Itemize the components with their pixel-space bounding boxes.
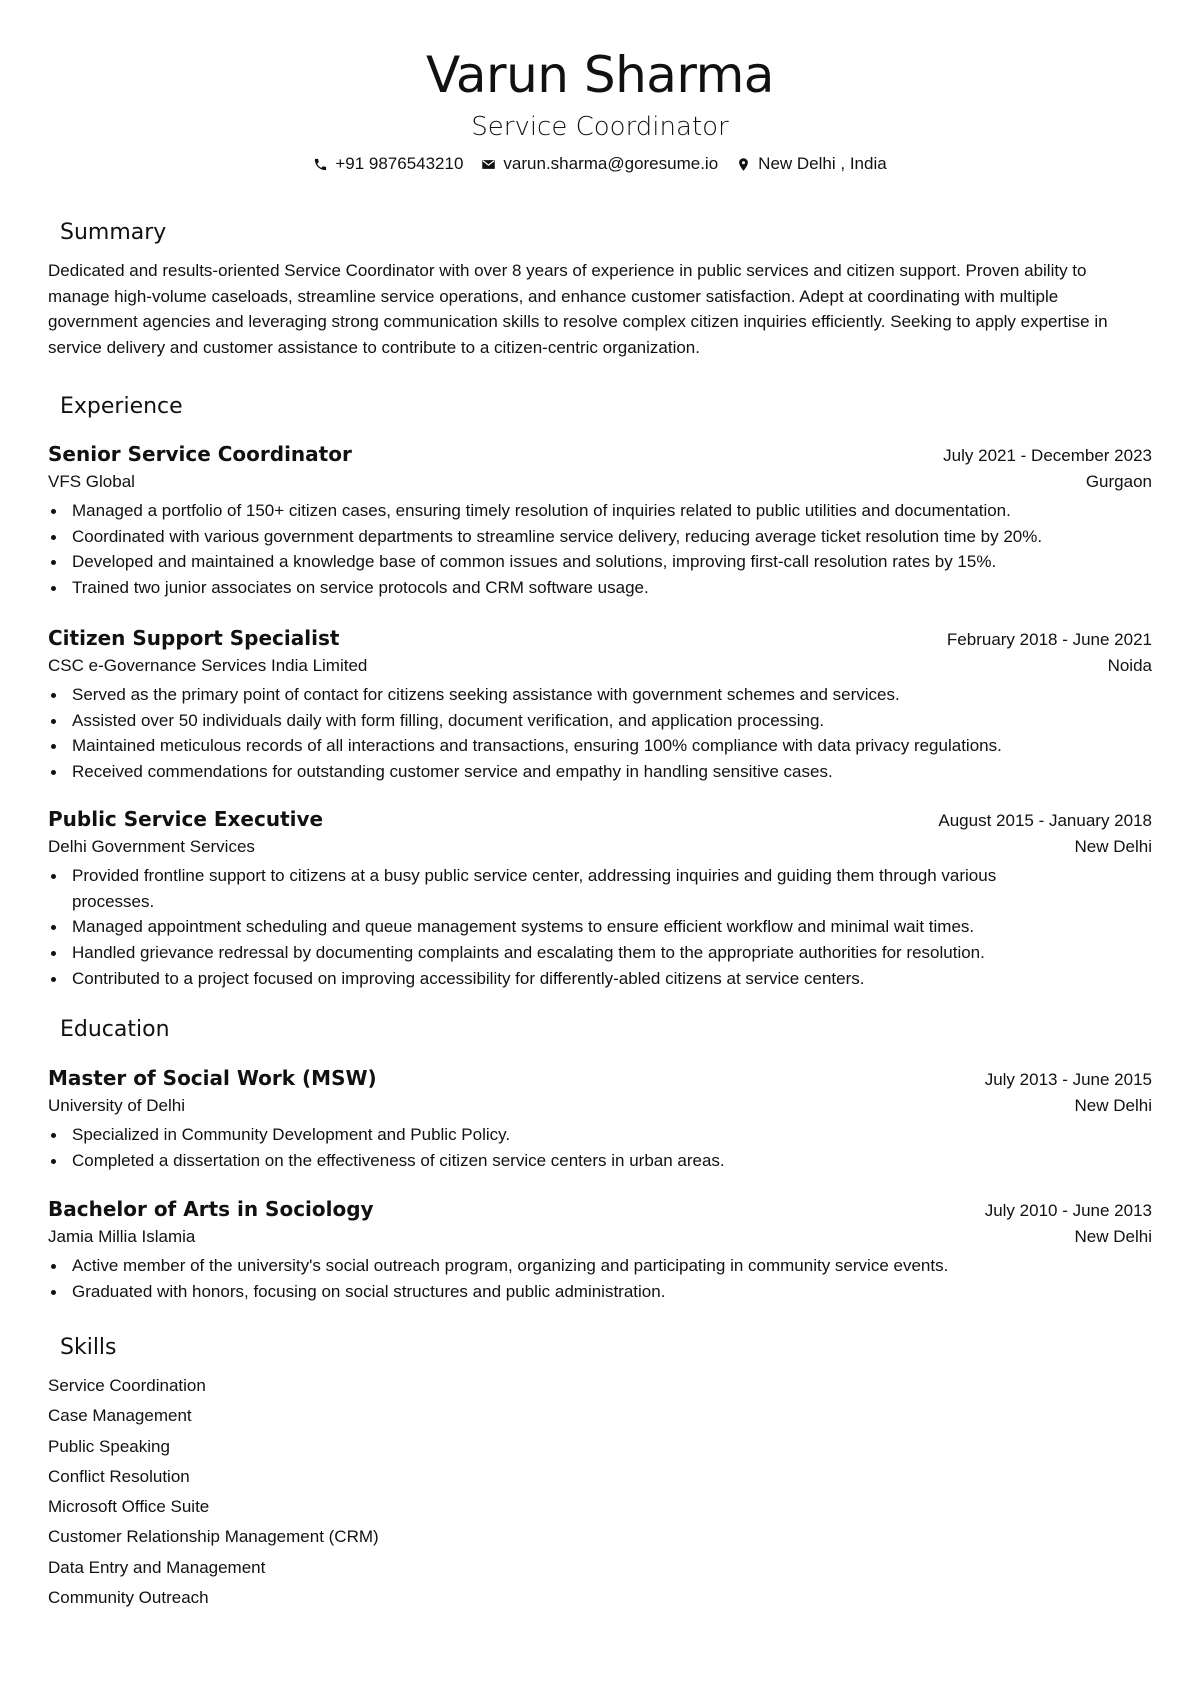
bullet-item: Graduated with honors, focusing on social structures and public administration. [48,1279,1152,1305]
skill-item: Community Outreach [48,1588,209,1608]
summary-section [48,218,1152,360]
bullet-item: Managed a portfolio of 150+ citizen cases, ensuring timely resolution of inquiries related to public utilities and documentation. [48,498,1152,524]
bullet-item: Active member of the university's social outreach program, organizing and participating in community service events. [48,1253,1152,1279]
bullet-item: Contributed to a project focused on improving accessibility for differently-abled citizens at service centers. [48,966,1152,992]
bullet-item: Handled grievance redressal by documenting complaints and escalating them to the appropriate authorities for resolution. [48,940,1152,966]
bullet-item: Received commendations for outstanding customer service and empathy in handling sensitive cases. [48,759,1152,785]
job-title: Citizen Support Specialist [48,626,340,650]
job-location: New Delhi [1074,837,1152,856]
section-title-experience: Experience [60,394,183,419]
skill-item: Service Coordination [48,1376,206,1395]
bullet-item: Provided frontline support to citizens at a busy public service center, addressing inquiries and guiding them through various processes. [48,863,1152,914]
experience-entry [48,806,1152,992]
job-location: Noida [1107,656,1152,675]
education-section [48,1015,1152,1045]
bullet-item: Specialized in Community Development and Public Policy. [48,1122,1152,1148]
bullet-item: Completed a dissertation on the effectiveness of citizen service centers in urban areas. [48,1148,1152,1174]
section-title-skills: Skills [60,1335,117,1360]
skill-item: Microsoft Office Suite [48,1497,210,1517]
job-title: Senior Service Coordinator [48,442,352,466]
job-dates: July 2021 - December 2023 [943,446,1152,465]
skill-item: Conflict Resolution [48,1466,190,1486]
bullet-item: Coordinated with various government departments to streamline service delivery, reducing average ticket resolution time by 20%. [48,524,1152,550]
school-location: New Delhi [1074,1227,1152,1246]
skills-list [48,1371,1152,1613]
skills-section [48,1333,1152,1613]
summary-text: Dedicated and results-oriented Service Coordinator with over 8 years of experience in public services and citizen support. Proven ability to manage high-volume caseloads, streamline service operations, and enhance customer satisfaction. Adept at coordinating with multiple government agencies and leveraging strong communication skills to resolve complex citizen inquiries efficiently. Seeking to apply expertise in service delivery and customer assistance to contribute to a citizen-centric organization. [48,261,1108,357]
location-text: New Delhi , India [758,154,887,173]
job-location: Gurgaon [1085,472,1152,491]
contact-row [0,152,1200,176]
phone-icon [313,157,328,172]
experience-entry [48,441,1152,601]
candidate-title: Service Coordinator [471,112,729,142]
job-dates: February 2018 - June 2021 [946,630,1152,649]
education-entry [48,1065,1152,1173]
bullet-item: Served as the primary point of contact for citizens seeking assistance with government schemes and services. [48,682,1152,708]
degree-bullets [48,1122,1152,1173]
candidate-name: Varun Sharma [426,46,774,104]
job-dates: August 2015 - January 2018 [938,811,1152,830]
degree-bullets [48,1253,1152,1304]
skill-item: Case Management [48,1406,192,1426]
bullet-item: Managed appointment scheduling and queue management systems to ensure efficient workflow and minimal wait times. [48,914,1152,940]
degree-title: Master of Social Work (MSW) [48,1066,377,1090]
job-title: Public Service Executive [48,807,324,831]
experience-entry [48,625,1152,785]
skill-item: Public Speaking [48,1436,170,1456]
section-title-summary: Summary [60,220,167,245]
degree-title: Bachelor of Arts in Sociology [48,1197,374,1221]
degree-dates: July 2010 - June 2013 [984,1201,1152,1220]
contact-location [736,152,887,176]
job-bullets [48,682,1152,785]
email-text[interactable]: varun.sharma@goresume.io [503,154,719,173]
company-name: CSC e-Governance Services India Limited [48,656,368,675]
experience-section [48,392,1152,422]
bullet-item: Trained two junior associates on service protocols and CRM software usage. [48,575,1152,601]
job-bullets [48,498,1152,601]
bullet-item: Assisted over 50 individuals daily with form filling, document verification, and application processing. [48,708,1152,734]
school-name: Jamia Millia Islamia [48,1227,196,1246]
map-pin-icon [736,157,751,172]
contact-phone [313,152,463,176]
job-bullets [48,863,1152,992]
envelope-icon [481,157,496,172]
section-title-education: Education [60,1017,170,1042]
skill-item: Data Entry and Management [48,1557,266,1577]
bullet-item: Developed and maintained a knowledge base of common issues and solutions, improving first-call resolution rates by 15%. [48,549,1152,575]
company-name: Delhi Government Services [48,837,255,856]
bullet-item: Maintained meticulous records of all interactions and transactions, ensuring 100% compliance with data privacy regulations. [48,733,1152,759]
education-entry [48,1196,1152,1304]
skill-item: Customer Relationship Management (CRM) [48,1527,379,1547]
phone-text: +91 9876543210 [335,154,464,173]
resume-header [0,0,1200,176]
degree-dates: July 2013 - June 2015 [984,1070,1152,1089]
contact-email[interactable] [481,152,718,176]
company-name: VFS Global [48,472,135,491]
school-name: University of Delhi [48,1096,185,1115]
school-location: New Delhi [1074,1096,1152,1115]
